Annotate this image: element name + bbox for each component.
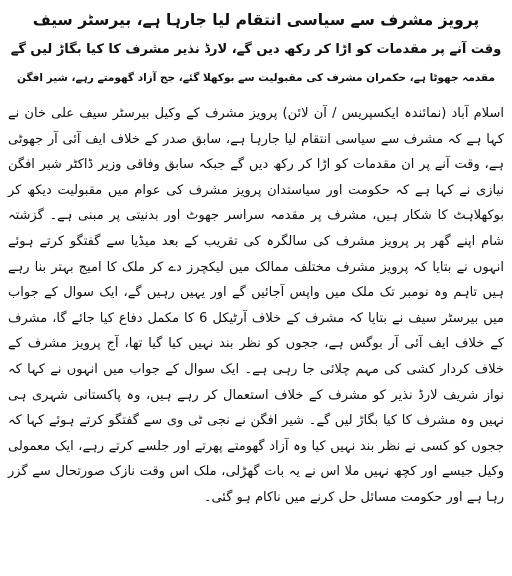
headline-line-3: مقدمہ جھوٹا ہے، حکمران مشرف کی مقبولیت سے بوکھلا گئے، جج آزاد گھومتے رہے، شیر افگن [17,72,495,84]
article-body [8,101,504,511]
headline-line-1: پرویز مشرف سے سیاسی انتقام لیا جارہا ہے، بیرسٹر سیف [32,11,480,29]
headline-line-2: وقت آنے پر مقدمات کو اڑا کر رکھ دیں گے، لارڈ نذیر مشرف کا کیا بگاڑ لیں گے [10,42,502,57]
article-paragraph: اسلام آباد (نمائندہ ایکسپریس / آن لائن) پرویز مشرف کے وکیل بیرسٹر سیف علی خان نے کہا ہے کہ مشرف سے سیاسی انتقام لیا جارہا ہے، سابق صدر کے خلاف ایف آئی آر جھوٹی ہے، وقت آنے پر ان مقدمات کو اڑا کر رکھ دیں گے جبکہ سابق وفاقی وزیر ڈاکٹر شیر افگن نیازی نے کہا ہے کہ حکومت اور سیاستدان پرویز مشرف کی عوام میں مقبولیت دیکھ کر بوکھلاہٹ کا شکار ہیں، مشرف پر مقدمہ سراسر جھوٹ اور بدنیتی پر مبنی ہے۔ گزشتہ شام اپنے گھر پر پرویز مشرف کی سالگرہ کی تقریب کے بعد میڈیا سے گفتگو کرتے ہوئے انہوں نے بتایا کہ پرویز مشرف مختلف ممالک میں لیکچرز دے کر ملک کا امیج بہتر بنا رہے ہیں تاہم وہ نومبر تک ملک میں واپس آجائیں گے اور یہیں رہیں گے، ایک سوال کے جواب میں بیرسٹر سیف نے بتایا کہ مشرف کے خلاف آرٹیکل 6 کا مکمل دفاع کیا جائے گا، مشرف کے خلاف ایف آئی آر بوگس ہے، ججوں کو نظر بند نہیں کیا گیا تھا، آج پرویز مشرف کے خلاف کردار کشی کی مہم چلائی جا رہی ہے۔ ایک سوال کے جواب میں انہوں نے کہا کہ نواز شریف لارڈ نذیر کو مشرف کے خلاف استعمال کر رہے ہیں، وہ پاکستانی شہری ہی نہیں وہ مشرف کا کیا بگاڑ لیں گے۔ شیر افگن نے نجی ٹی وی سے گفتگو کرتے ہوئے کہا کہ ججوں کو کسی نے نظر بند نہیں کیا وہ آزاد گھومتے پھرتے اور جلسے کرتے رہے، ایک معمولی وکیل جیسے اور کچھ نہیں ملا اس نے یہ بات گھڑلی، ملک اس وقت نازک صورتحال سے گزر رہا ہے اور حکومت مسائل حل کرنے میں ناکام ہو گئی۔ [8,106,504,505]
